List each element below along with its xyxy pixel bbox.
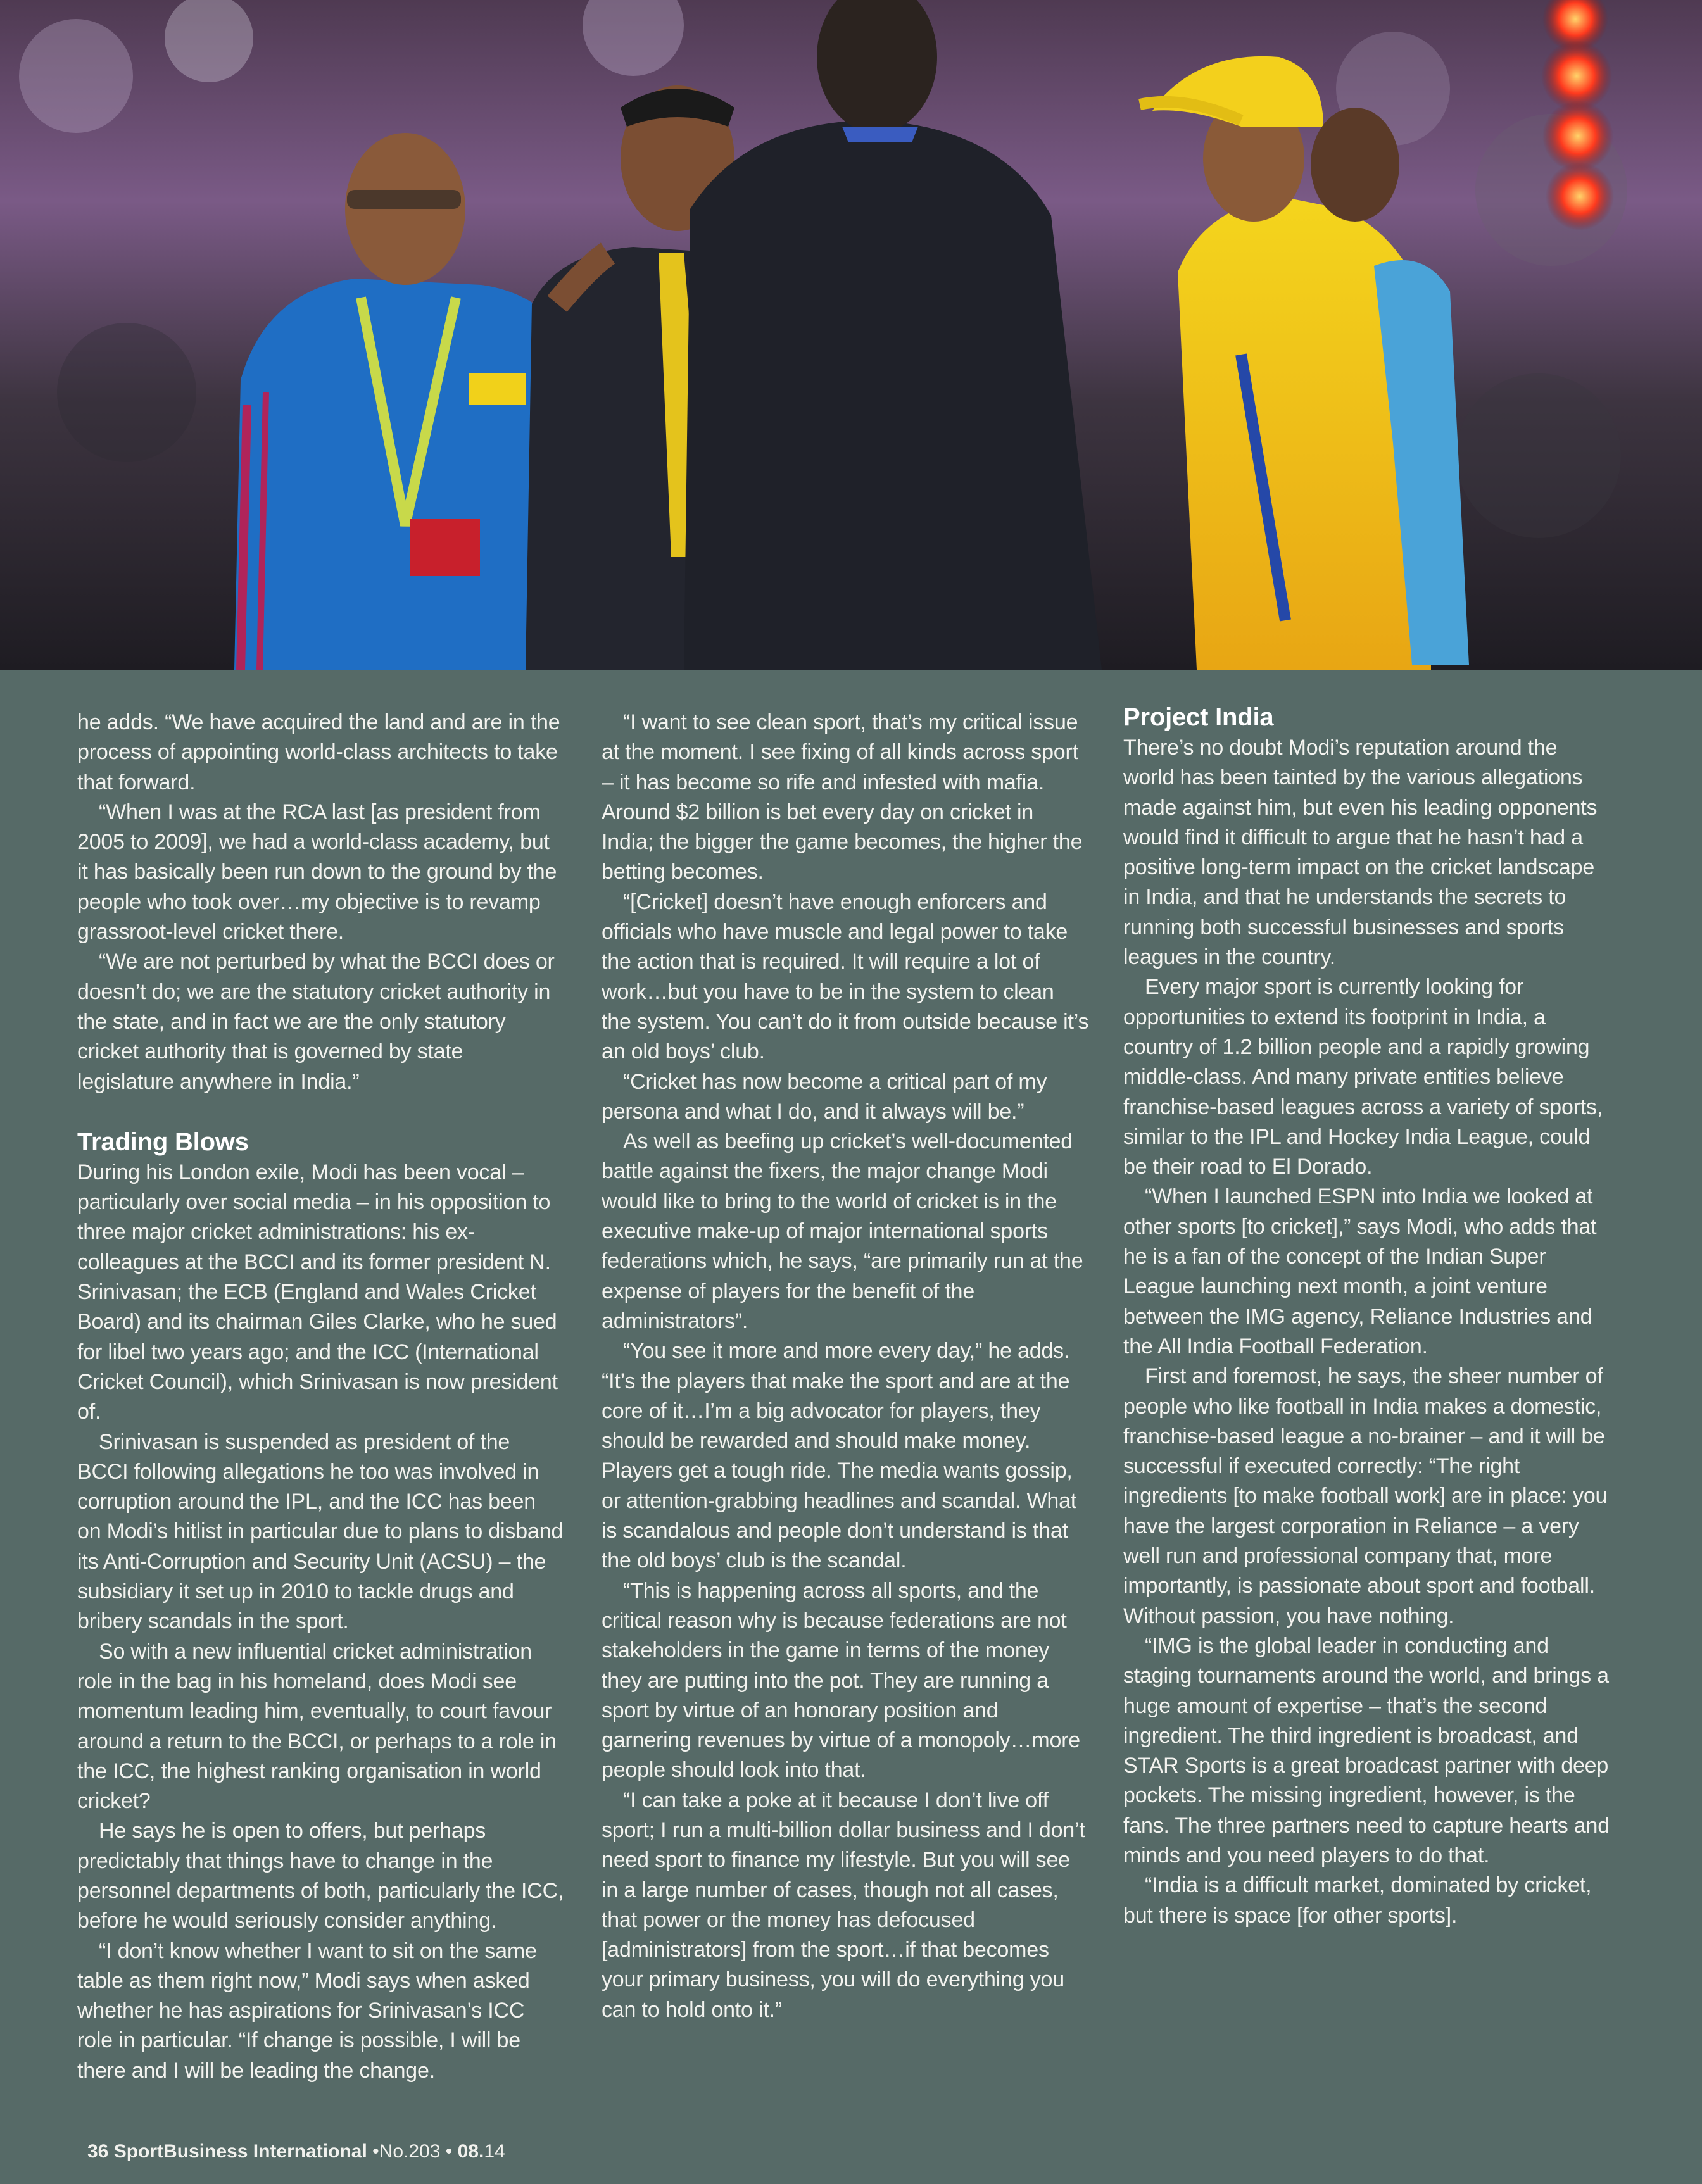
- paragraph: “India is a difficult market, dominated by cricket, but there is space [for other sports].: [1123, 1873, 1592, 1928]
- paragraph: “I can take a poke at it because I don’t live off sport; I run a multi-billion dollar business and I don’t need sport to finance my lifestyle. But you will see in a large number of cases, though not all cases, that power or the money has defocused [administrators] from the sport…if that becomes your primary business, you will do everything you can to hold onto it.”: [602, 1788, 1085, 2022]
- paragraph: “This is happening across all sports, and the critical reason why is because federations are not stakeholders in the game in terms of the money they are putting into the pot. They are running a sport by virtue of an honorary position and garnering revenues by virtue of a monopoly…more people should look into that.: [602, 1578, 1080, 1783]
- paragraph: “Cricket has now become a critical part of my persona and what I do, and it always will be.”: [602, 1069, 1047, 1124]
- article-column-3: [1123, 703, 1611, 1931]
- issue-date-month: 08.: [457, 2141, 484, 2162]
- article-photo: [0, 0, 1702, 670]
- page-footer: [87, 2141, 505, 2162]
- footer-bullet-2: •: [445, 2141, 453, 2162]
- paragraph: As well as beefing up cricket’s well-documented battle against the fixers, the major change Modi would like to bring to the world of cricket is in the executive make-up of major international sports federations which, he says, “are primarily run at the expense of players for the benefit of the administrators”.: [602, 1129, 1083, 1333]
- article-column-2: [602, 708, 1089, 2025]
- paragraph: “I don’t know whether I want to sit on the same table as them right now,” Modi says when asked whether he has aspirations for Srinivasan’s ICC role in particular. “If change is possible, I will be there and I will be leading the change.: [77, 1938, 537, 2083]
- paragraph: “When I was at the RCA last [as president from 2005 to 2009], we had a world-class academy, but it has basically been run down to the ground by the people who took over…my objective is to revamp grassroot-level cricket there.: [77, 800, 557, 945]
- paragraph: “We are not perturbed by what the BCCI does or doesn’t do; we are the statutory cricket authority in the state, and in fact we are the only statutory cricket authority that is governed by state legislature anywhere in India.”: [77, 950, 555, 1094]
- red-lights: [1541, 0, 1614, 230]
- section-heading-project-india: Project India: [1123, 703, 1274, 731]
- photo-illustration: [0, 0, 1702, 670]
- section-heading-trading-blows: Trading Blows: [77, 1127, 249, 1156]
- paragraph: So with a new influential cricket administration role in the bag in his homeland, does Modi see momentum leading him, eventually, to court favour around a return to the BCCI, or perhaps to a role in the ICC, the highest ranking organisation in world cricket?: [77, 1639, 557, 1814]
- paragraph: He says he is open to offers, but perhaps predictably that things have to change in the personnel departments of both, particularly the ICC, before he would seriously consider anything.: [77, 1819, 564, 1933]
- footer-bullet: •: [372, 2141, 379, 2162]
- paragraph: “IMG is the global leader in conducting and staging tournaments around the world, and brings a huge amount of expertise – that’s the second ingredient. The third ingredient is broadcast, and STAR Sports is a great broadcast partner with deep pockets. The missing ingredient, however, is the fans. The three partners need to capture hearts and minds and you need players to do that.: [1123, 1633, 1610, 1867]
- publication-name: SportBusiness International: [113, 2141, 367, 2162]
- paragraph: “[Cricket] doesn’t have enough enforcers and officials who have muscle and legal power to take the action that is required. It will require a lot of work…but you have to be in the system to clean the system. You can’t do it from outside because it’s an old boys’ club.: [602, 889, 1089, 1064]
- paragraph: Srinivasan is suspended as president of the BCCI following allegations he too was involved in corruption around the IPL, and the ICC has been on Modi’s hitlist in particular due to plans to disband its Anti-Corruption and Security Unit (ACSU) – the subsidiary it set up in 2010 to tackle drugs and bribery scandals in the sport.: [77, 1429, 564, 1634]
- paragraph: Every major sport is currently looking for opportunities to extend its footprint in India, a country of 1.2 billion people and a rapidly growing middle-class. And many private entities believe franchise-based leagues across a variety of sports, similar to the IPL and Hockey India League, could be their road to El Dorado.: [1123, 975, 1603, 1179]
- paragraph: During his London exile, Modi has been vocal – particularly over social media – in his opposition to three major cricket administrations: his ex-colleagues at the BCCI and its former president N. Srinivasan; the ECB (England and Wales Cricket Board) and its chairman Giles Clarke, who he sued for libel two years ago; and the ICC (International Cricket Council), which Srinivasan is now president of.: [77, 1160, 558, 1424]
- paragraph: “When I launched ESPN into India we looked at other sports [to cricket],” says Modi, who adds that he is a fan of the concept of the Indian Super League launching next month, a joint venture between the IMG agency, Reliance Industries and the All India Football Federation.: [1123, 1184, 1597, 1359]
- paragraph: “You see it more and more every day,” he adds. “It’s the players that make the sport and are at the core of it…I’m a big advocator for players, they should be rewarded and should make money. Players get a tough ride. The media wants gossip, or attention-grabbing headlines and scandal. What is scandalous and people don’t understand is that the old boys’ club is the scandal.: [602, 1339, 1077, 1573]
- paragraph: he adds. “We have acquired the land and are in the process of appointing world-class architects to take that forward.: [77, 710, 560, 794]
- paragraph: First and foremost, he says, the sheer number of people who like football in India makes a domestic, franchise-based league a no-brainer – and it will be successful if executed correctly: “The right ingredients [to make football work] are in place: you have the largest corporation in Reliance – a very well run and professional company that, more importantly, is passionate about sport and football. Without passion, you have nothing.: [1123, 1364, 1608, 1628]
- issue-prefix: No.: [379, 2141, 409, 2162]
- issue-number: 203: [408, 2141, 441, 2162]
- article-column-1: [77, 708, 565, 2086]
- paragraph: “I want to see clean sport, that’s my critical issue at the moment. I see fixing of all kinds across sport – it has become so rife and infested with mafia. Around $2 billion is bet every day on cricket in India; the bigger the game becomes, the higher the betting becomes.: [602, 710, 1083, 884]
- page-number: 36: [87, 2141, 109, 2162]
- paragraph: There’s no doubt Modi’s reputation around the world has been tainted by the various allegations made against him, but even his leading opponents would find it difficult to argue that he hasn’t had a positive long-term impact on the cricket landscape in India, and that he understands the secrets to running both successful businesses and sports leagues in the country.: [1123, 736, 1598, 970]
- issue-date-year: 14: [484, 2141, 505, 2162]
